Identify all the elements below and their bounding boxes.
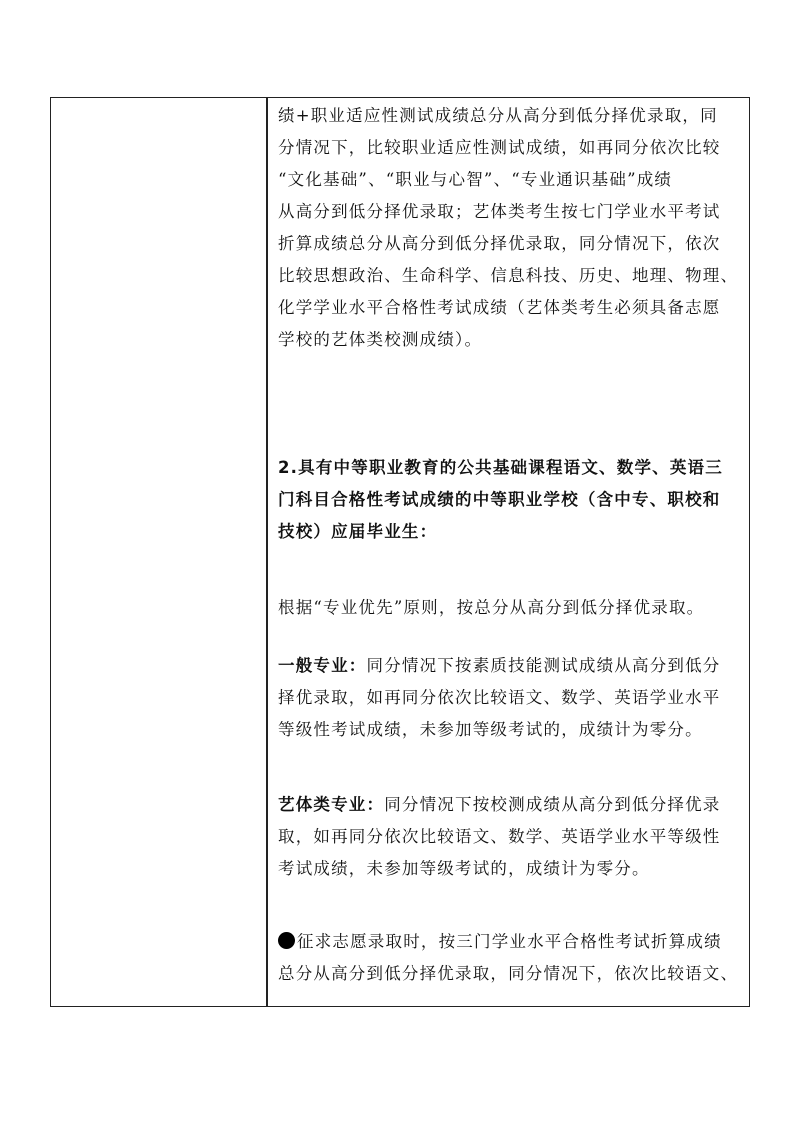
right-cell-content bbox=[268, 98, 748, 1006]
paragraph-priority-principle bbox=[278, 592, 744, 624]
paragraph-admission-rules bbox=[278, 100, 744, 356]
text-line bbox=[278, 926, 744, 958]
text-segment: 征求志愿录取时，按三门学业水平合格性考试折算成绩 bbox=[297, 932, 722, 951]
text-line: 等级性考试成绩，未参加等级考试的，成绩计为零分。 bbox=[278, 720, 703, 739]
text-line: 考试成绩，未参加等级考试的，成绩计为零分。 bbox=[278, 859, 650, 878]
text-line: “文化基础”、“职业与心智”、“专业通识基础”成绩 bbox=[278, 170, 673, 189]
text-line: 根据“专业优先”原则，按总分从高分到低分择优录取。 bbox=[278, 598, 705, 617]
text-line: 绩+职业适应性测试成绩总分从高分到低分择优录取，同 bbox=[278, 106, 718, 125]
text-line: 化学学业水平合格性考试成绩（艺体类考生必须具备志愿 bbox=[278, 298, 721, 317]
text-line: 分情况下，比较职业适应性测试成绩，如再同分依次比较 bbox=[278, 138, 721, 157]
paragraph-general-major bbox=[278, 650, 744, 746]
paragraph-solicitation bbox=[278, 926, 744, 990]
text-line: 折算成绩总分从高分到低分择优录取，同分情况下，依次 bbox=[278, 234, 721, 253]
heading-line: 门科目合格性考试成绩的中等职业学校（含中专、职校和 bbox=[278, 490, 721, 509]
text-line bbox=[278, 789, 744, 821]
text-line: 总分从高分到低分择优录取，同分情况下，依次比较语文、 bbox=[278, 964, 739, 983]
section-heading-2 bbox=[278, 452, 744, 548]
text-line: 学校的艺体类校测成绩）。 bbox=[278, 330, 483, 349]
text-line: 从高分到低分择优录取；艺体类考生按七门学业水平考试 bbox=[278, 202, 721, 221]
heading-line: 技校）应届毕业生： bbox=[278, 522, 438, 541]
text-line: 比较思想政治、生命科学、信息科技、历史、地理、物理、 bbox=[278, 266, 739, 285]
label-general-major: 一般专业： bbox=[278, 656, 367, 675]
bullet-icon bbox=[278, 932, 295, 949]
label-art-sports-major: 艺体类专业： bbox=[278, 795, 385, 814]
paragraph-art-sports-major bbox=[278, 789, 744, 885]
text-segment: 同分情况下按校测成绩从高分到低分择优录 bbox=[384, 795, 721, 814]
text-line bbox=[278, 650, 744, 682]
left-cell-empty bbox=[51, 98, 265, 1006]
text-line: 择优录取，如再同分依次比较语文、数学、英语学业水平 bbox=[278, 688, 721, 707]
text-line: 取，如再同分依次比较语文、数学、英语学业水平等级性 bbox=[278, 827, 721, 846]
heading-line: 2.具有中等职业教育的公共基础课程语文、数学、英语三 bbox=[278, 458, 723, 477]
text-segment: 同分情况下按素质技能测试成绩从高分到低分 bbox=[366, 656, 721, 675]
